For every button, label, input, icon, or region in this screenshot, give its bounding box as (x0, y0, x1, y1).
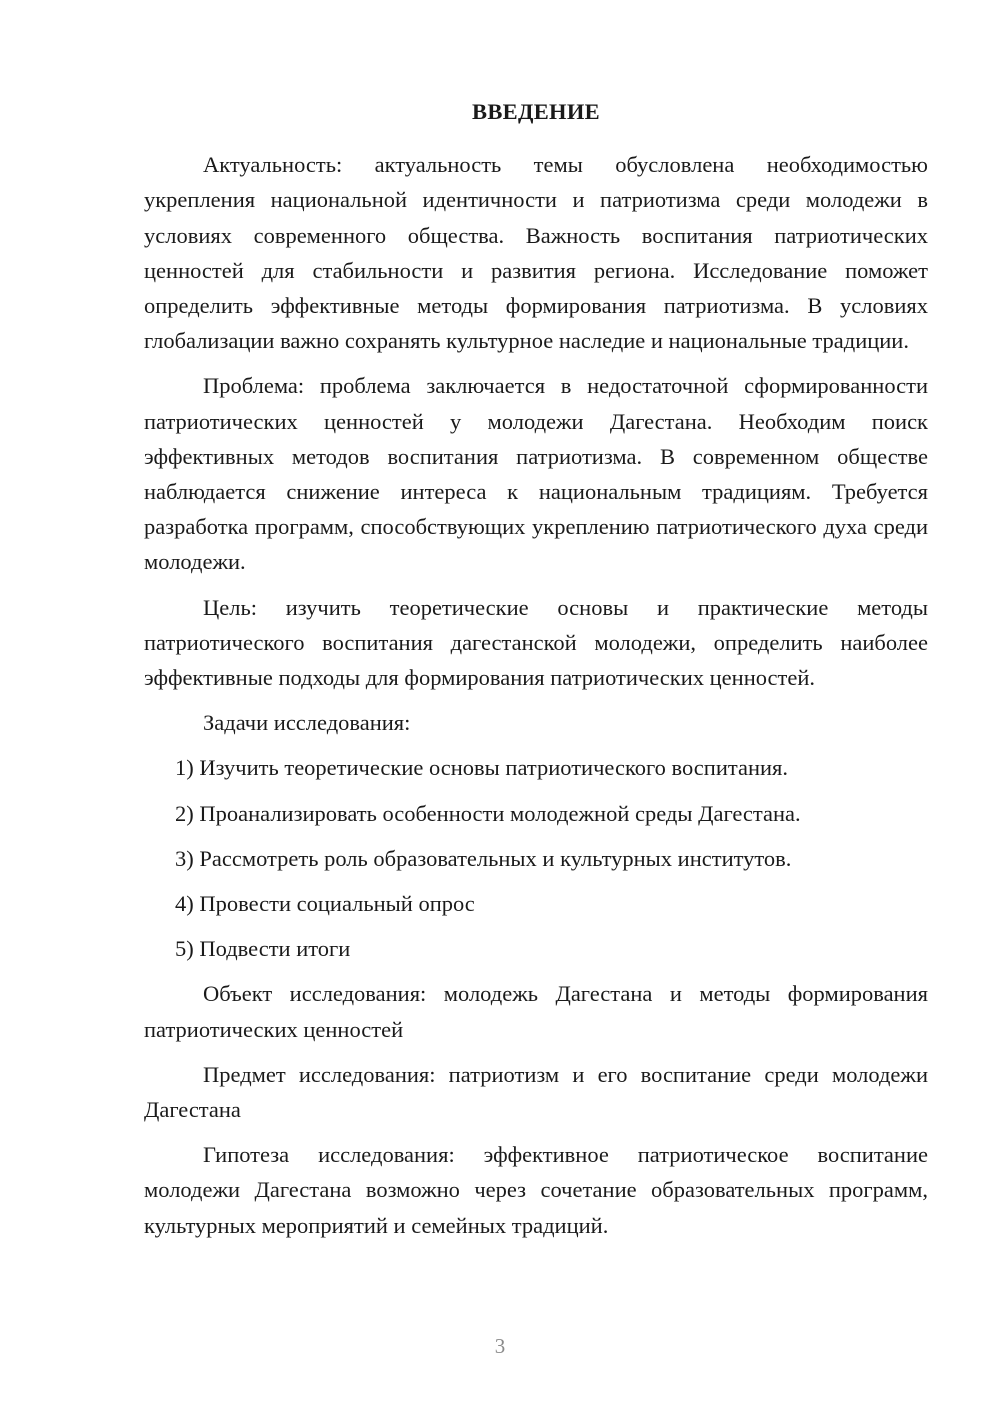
paragraph-subject: Предмет исследования: патриотизм и его воспитание среди молодежи Дагестана (144, 1061, 928, 1123)
tasks-heading: Задачи исследования: (203, 710, 411, 736)
paragraph-hypothesis: Гипотеза исследования: эффективное патриотическое воспитание молодежи Дагестана возможно через сочетание образовательных программ, культурных мероприятий и семейных традиций. (144, 1142, 928, 1238)
task-item-3: 3) Рассмотреть роль образовательных и культурных институтов. (175, 845, 792, 871)
paragraph-relevance: Актуальность: актуальность темы обусловлена необходимостью укрепления национальной идентичности и патриотизма среди молодежи в условиях современного общества. Важность воспитания патриотических ценностей для стабильности и развития региона. Исследование поможет определить эффективные методы формирования патриотизма. В условиях глобализации важно сохранять культурное наследие и национальные традиции. (144, 152, 928, 354)
task-item-4: 4) Провести социальный опрос (175, 891, 475, 917)
task-item-5: 5) Подвести итоги (175, 936, 351, 962)
page-number: 3 (494, 1334, 506, 1358)
task-item-1: 1) Изучить теоретические основы патриотического воспитания. (175, 755, 789, 781)
task-list (144, 750, 928, 966)
page-title: ВВЕДЕНИЕ (472, 99, 600, 124)
task-item-2: 2) Проанализировать особенности молодежной среды Дагестана. (175, 800, 801, 826)
paragraph-problem: Проблема: проблема заключается в недостаточной сформированности патриотических ценностей у молодежи Дагестана. Необходим поиск эффективных методов воспитания патриотизма. В современном обществе наблюдается снижение интереса к национальным традициям. Требуется разработка программ, способствующих укреплению патриотического духа среди молодежи. (144, 373, 928, 575)
paragraph-goal: Цель: изучить теоретические основы и практические методы патриотического воспитания дагестанской молодежи, определить наиболее эффективные подходы для формирования патриотических ценностей. (144, 594, 928, 691)
paragraph-object: Объект исследования: молодежь Дагестана и методы формирования патриотических ценностей (144, 981, 928, 1042)
page-content (144, 94, 928, 1253)
